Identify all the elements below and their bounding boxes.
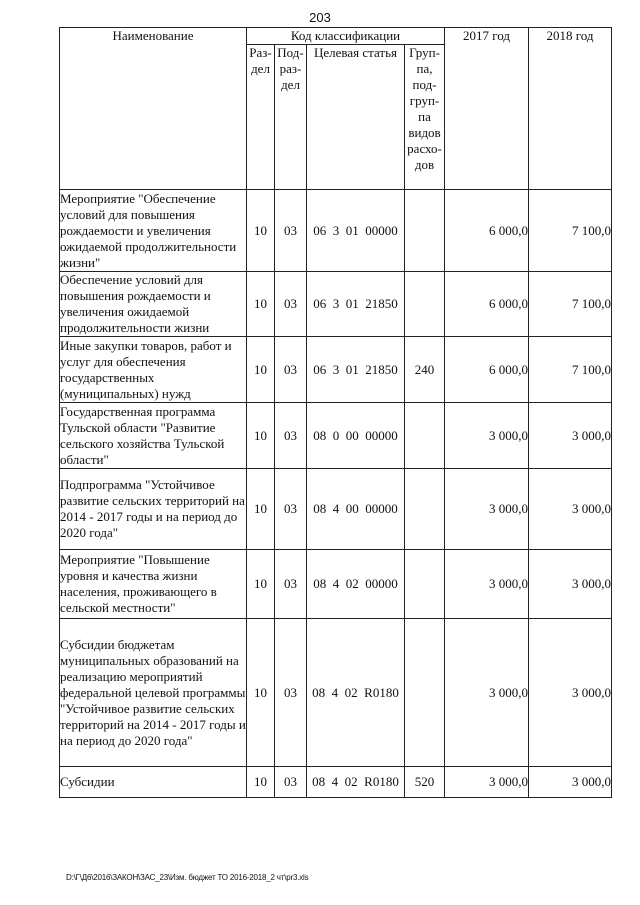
row-2017: 6 000,0 xyxy=(445,272,529,337)
header-2018: 2018 год xyxy=(529,28,612,190)
row-target: 08 4 00 00000 xyxy=(307,469,405,550)
table-row xyxy=(60,550,612,619)
row-subsection: 03 xyxy=(275,767,307,798)
row-name: Субсидии xyxy=(60,767,247,798)
row-name: Иные закупки товаров, работ и услуг для обеспечения государственных (муниципальных) нужд xyxy=(60,337,247,403)
row-group xyxy=(405,469,445,550)
row-2017: 6 000,0 xyxy=(445,190,529,272)
row-2018: 7 100,0 xyxy=(529,337,612,403)
row-2018: 3 000,0 xyxy=(529,403,612,469)
table-row xyxy=(60,619,612,767)
row-name: Обеспечение условий для повышения рождаемости и увеличения ожидаемой продолжительности жизни xyxy=(60,272,247,337)
row-name: Субсидии бюджетам муниципальных образований на реализацию мероприятий федеральной целевой программы "Устойчивое развитие сельских территорий на 2014 - 2017 годы и на период до 2020 года" xyxy=(60,619,247,767)
file-path-footer: D:\Г\Д6\2016\ЗАКОН\ЗАС_23\Изм. бюджет ТО 2016-2018_2 чт\pr3.xls xyxy=(66,873,309,882)
table-row xyxy=(60,337,612,403)
row-group: 520 xyxy=(405,767,445,798)
header-code: Код классификации xyxy=(247,28,445,45)
row-2017: 3 000,0 xyxy=(445,619,529,767)
row-subsection: 03 xyxy=(275,272,307,337)
row-2017: 6 000,0 xyxy=(445,337,529,403)
row-target: 08 0 00 00000 xyxy=(307,403,405,469)
row-group xyxy=(405,403,445,469)
row-section: 10 xyxy=(247,619,275,767)
header-group: Груп- па, под- груп- па видов расхо- дов xyxy=(405,45,445,190)
row-subsection: 03 xyxy=(275,550,307,619)
row-2018: 7 100,0 xyxy=(529,272,612,337)
header-name: Наименование xyxy=(60,28,247,190)
row-2017: 3 000,0 xyxy=(445,767,529,798)
row-section: 10 xyxy=(247,469,275,550)
row-section: 10 xyxy=(247,403,275,469)
row-subsection: 03 xyxy=(275,619,307,767)
row-section: 10 xyxy=(247,550,275,619)
table-row xyxy=(60,469,612,550)
row-2017: 3 000,0 xyxy=(445,469,529,550)
row-target: 08 4 02 00000 xyxy=(307,550,405,619)
table-row xyxy=(60,403,612,469)
row-subsection: 03 xyxy=(275,469,307,550)
row-2018: 3 000,0 xyxy=(529,767,612,798)
header-subsection: Под- раз- дел xyxy=(275,45,307,190)
table-row xyxy=(60,190,612,272)
row-target: 06 3 01 00000 xyxy=(307,190,405,272)
row-target: 06 3 01 21850 xyxy=(307,272,405,337)
row-2018: 7 100,0 xyxy=(529,190,612,272)
row-2017: 3 000,0 xyxy=(445,403,529,469)
row-group: 240 xyxy=(405,337,445,403)
row-subsection: 03 xyxy=(275,403,307,469)
row-group xyxy=(405,272,445,337)
page-number: 203 xyxy=(309,10,331,25)
row-section: 10 xyxy=(247,272,275,337)
header-section: Раз- дел xyxy=(247,45,275,190)
row-target: 08 4 02 R0180 xyxy=(307,619,405,767)
row-target: 08 4 02 R0180 xyxy=(307,767,405,798)
row-section: 10 xyxy=(247,767,275,798)
row-group xyxy=(405,619,445,767)
header-2017: 2017 год xyxy=(445,28,529,190)
row-name: Мероприятие "Обеспечение условий для повышения рождаемости и увеличения ожидаемой продолжительности жизни" xyxy=(60,190,247,272)
row-2018: 3 000,0 xyxy=(529,469,612,550)
row-2018: 3 000,0 xyxy=(529,619,612,767)
row-2017: 3 000,0 xyxy=(445,550,529,619)
row-target: 06 3 01 21850 xyxy=(307,337,405,403)
table-row xyxy=(60,272,612,337)
header-target: Целевая статья xyxy=(307,45,405,190)
row-section: 10 xyxy=(247,190,275,272)
row-subsection: 03 xyxy=(275,337,307,403)
row-group xyxy=(405,190,445,272)
row-group xyxy=(405,550,445,619)
row-subsection: 03 xyxy=(275,190,307,272)
row-name: Государственная программа Тульской области "Развитие сельского хозяйства Тульской области" xyxy=(60,403,247,469)
table-row xyxy=(60,767,612,798)
row-2018: 3 000,0 xyxy=(529,550,612,619)
row-name: Подпрограмма "Устойчивое развитие сельских территорий на 2014 - 2017 годы и на период до 2020 года" xyxy=(60,469,247,550)
row-name: Мероприятие "Повышение уровня и качества жизни населения, проживающего в сельской местности" xyxy=(60,550,247,619)
row-section: 10 xyxy=(247,337,275,403)
budget-table xyxy=(59,27,612,798)
